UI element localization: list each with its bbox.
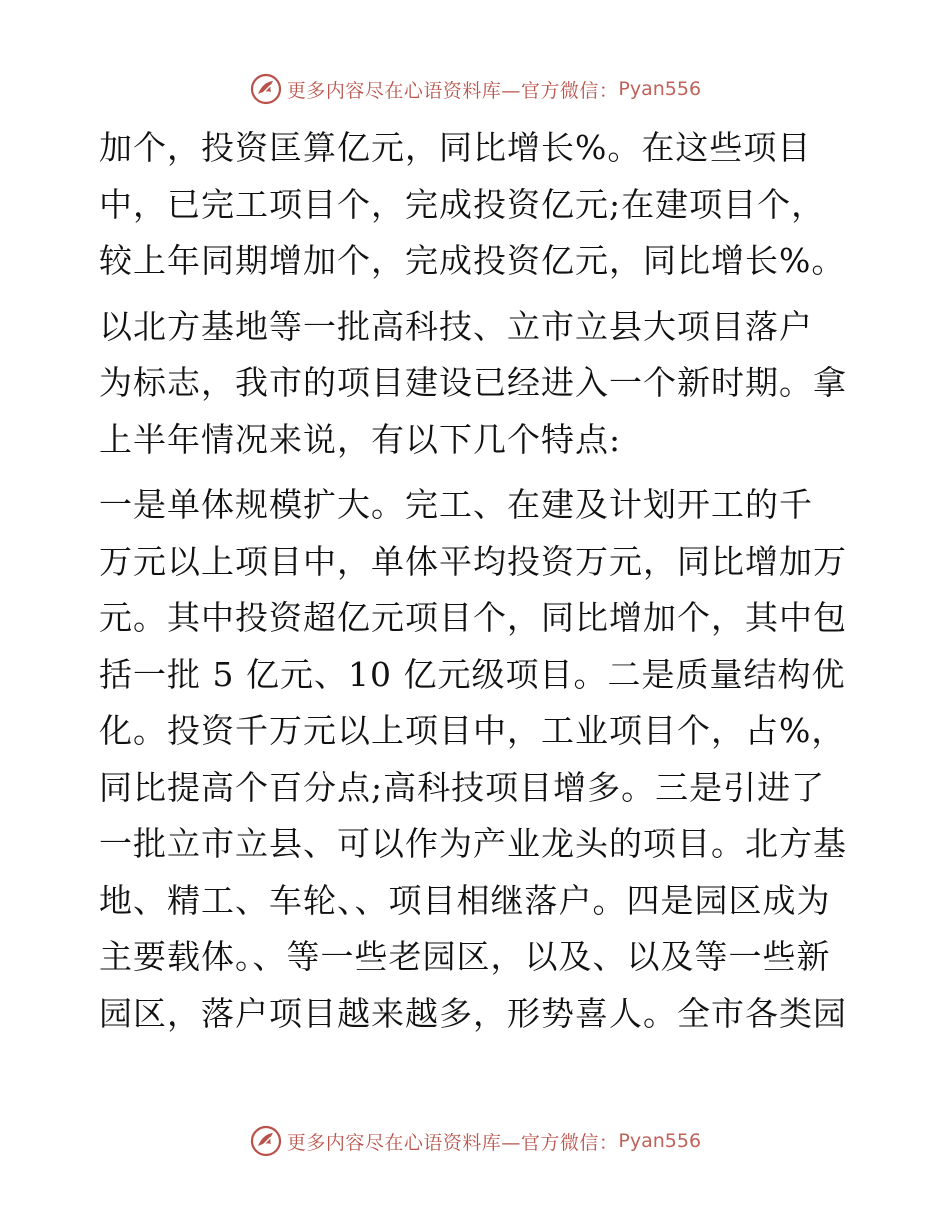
footer-watermark-text: 更多内容尽在心语资料库—官方微信： [286,1131,619,1154]
text-line: 化。投资千万元以上项目中，工业项目个，占%， [99,711,846,750]
text-line: 上半年情况来说，有以下几个特点: [99,419,622,459]
paragraph-3 [99,477,859,1042]
header-watermark [0,72,950,106]
brand-logo-icon [249,72,283,106]
text-line: 元。其中投资超亿元项目个，同比增加个，其中包 [99,598,847,637]
footer-watermark [0,1124,950,1158]
text-line: 较上年同期增加个，完成投资亿元，同比增长%。 [99,241,846,280]
paragraph-1 [99,120,859,290]
text-line: 地、精工、车轮、、项目相继落户。四是园区成为 [99,880,831,920]
text-line: 中，已完工项目个，完成投资亿元;在建项目个， [99,184,826,224]
text-line: 加个，投资匡算亿元，同比增长%。在这些项目 [99,128,812,167]
text-line: 以北方基地等一批高科技、立市立县大项目落户 [99,306,813,346]
text-line: 主要载体。、等一些老园区，以及、以及等一些新 [99,937,831,976]
header-watermark-text: 更多内容尽在心语资料库—官方微信： [286,79,619,102]
text-line: 括一批 5 亿元、10 亿元级项目。二是质量结构优 [99,654,846,694]
text-line: 一是单体规模扩大。完工、在建及计划开工的千 [99,485,813,524]
text-line: 万元以上项目中，单体平均投资万元，同比增加万 [99,541,847,581]
text-line: 同比提高个百分点;高科技项目增多。三是引进了 [99,767,826,807]
footer-watermark-id: Pyan556 [618,1130,702,1152]
text-line: 一批立市立县、可以作为产业龙头的项目。北方基 [99,824,847,863]
header-watermark-id: Pyan556 [618,78,702,100]
brand-logo-icon [249,1124,283,1158]
document-body [99,120,859,1042]
text-line: 为标志，我市的项目建设已经进入一个新时期。拿 [99,363,847,402]
text-line: 园区，落户项目越来越多，形势喜人。全市各类园 [99,993,847,1033]
paragraph-2 [99,299,859,469]
